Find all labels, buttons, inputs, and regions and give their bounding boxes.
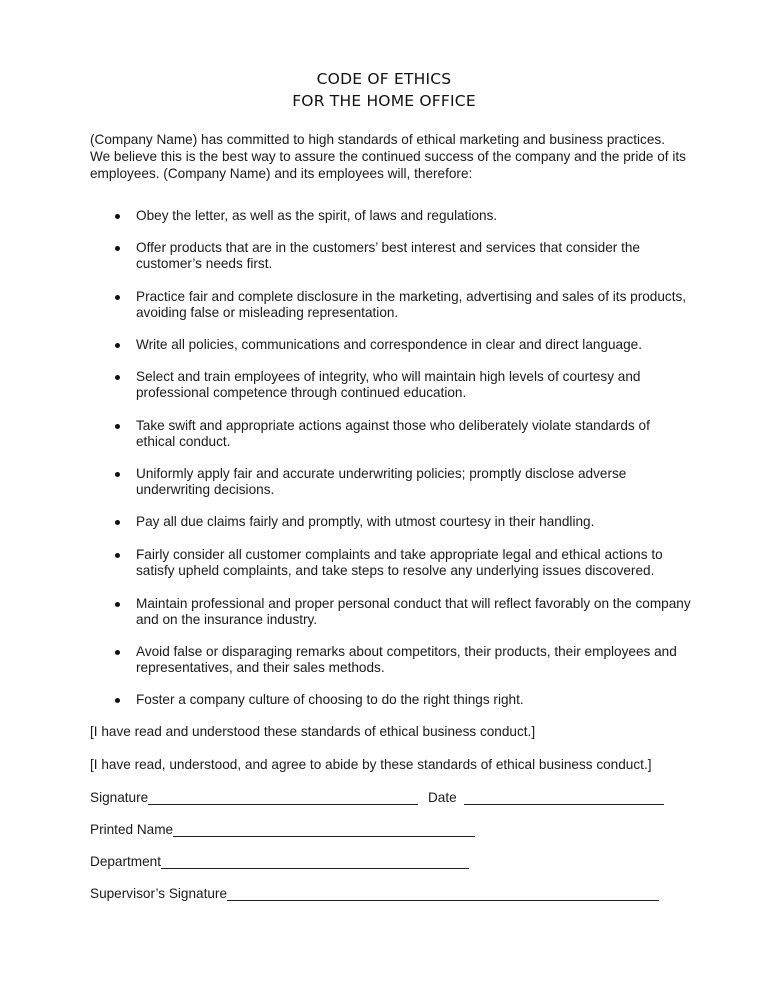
bullet-text: professional competence through continued education.: [136, 385, 467, 400]
acknowledgement-read: [I have read and understood these standards of ethical business conduct.]: [90, 724, 536, 739]
bullet-icon: [115, 424, 120, 429]
bullet-icon: [115, 472, 120, 477]
bullet-text: Obey the letter, as well as the spirit, of laws and regulations.: [136, 208, 498, 223]
department-field[interactable]: [161, 853, 469, 869]
bullet-text: and on the insurance industry.: [136, 612, 318, 627]
supervisor-signature-label: Supervisor’s Signature: [90, 886, 228, 901]
bullet-icon: [115, 343, 120, 348]
bullet-text: Avoid false or disparaging remarks about competitors, their products, their employees and: [136, 644, 677, 659]
bullet-text: Practice fair and complete disclosure in the marketing, advertising and sales of its products,: [136, 289, 687, 304]
supervisor-signature-row: [90, 885, 659, 903]
bullet-icon: [115, 602, 120, 607]
intro-line: (Company Name) has committed to high standards of ethical marketing and business practices.: [90, 132, 665, 147]
bullet-text: avoiding false or misleading representation.: [136, 305, 399, 320]
bullet-icon: [115, 553, 120, 558]
intro-line: employees. (Company Name) and its employees will, therefore:: [90, 166, 473, 181]
bullet-icon: [115, 520, 120, 525]
signature-row: [90, 789, 664, 807]
signature-field[interactable]: [148, 789, 418, 805]
document-title-line-1: CODE OF ETHICS: [316, 70, 452, 88]
signature-label: Signature: [90, 790, 149, 805]
bullet-text: Fairly consider all customer complaints and take appropriate legal and ethical actions to: [136, 547, 663, 562]
bullet-text: ethical conduct.: [136, 434, 231, 449]
intro-line: We believe this is the best way to assure the continued success of the company and the pride of its: [90, 149, 686, 164]
bullet-text: Uniformly apply fair and accurate underwriting policies; promptly disclose adverse: [136, 466, 627, 481]
bullet-text: underwriting decisions.: [136, 482, 275, 497]
bullet-text: Take swift and appropriate actions against those who deliberately violate standards of: [136, 418, 650, 433]
printed-name-field[interactable]: [173, 821, 475, 837]
date-field[interactable]: [464, 789, 664, 805]
bullet-text: Offer products that are in the customers’ best interest and services that consider the: [136, 240, 640, 255]
intro-paragraph: [90, 131, 710, 182]
document-title-line-2: FOR THE HOME OFFICE: [292, 92, 476, 110]
bullet-icon: [115, 246, 120, 251]
bullet-text: Maintain professional and proper personal conduct that will reflect favorably on the company: [136, 596, 691, 611]
bullet-icon: [115, 295, 120, 300]
acknowledgement-agree: [I have read, understood, and agree to abide by these standards of ethical business conduct.]: [90, 757, 652, 772]
bullet-text: representatives, and their sales methods.: [136, 660, 385, 675]
date-label: Date: [427, 790, 457, 805]
department-row: [90, 853, 469, 871]
bullet-text: customer’s needs first.: [136, 256, 273, 271]
printed-name-row: [90, 821, 475, 839]
bullet-text: Pay all due claims fairly and promptly, with utmost courtesy in their handling.: [136, 514, 595, 529]
bullet-icon: [115, 650, 120, 655]
bullet-icon: [115, 375, 120, 380]
printed-name-label: Printed Name: [90, 822, 174, 837]
supervisor-signature-field[interactable]: [227, 885, 659, 901]
department-label: Department: [90, 854, 162, 869]
bullet-text: Foster a company culture of choosing to do the right things right.: [136, 692, 524, 707]
bullet-icon: [115, 698, 120, 703]
bullet-text: Select and train employees of integrity, who will maintain high levels of courtesy and: [136, 369, 641, 384]
bullet-text: Write all policies, communications and correspondence in clear and direct language.: [136, 337, 643, 352]
bullet-icon: [115, 214, 120, 219]
bullet-text: satisfy upheld complaints, and take steps to resolve any underlying issues discovered.: [136, 563, 655, 578]
